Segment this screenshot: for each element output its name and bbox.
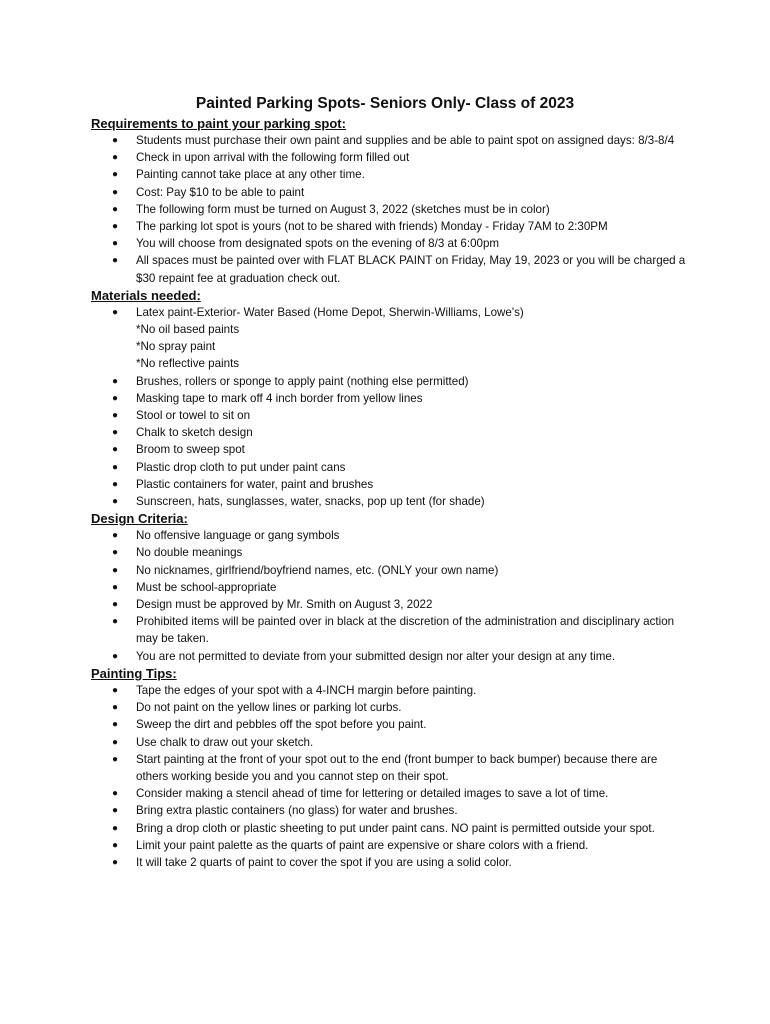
list-item-text: Do not paint on the yellow lines or parking lot curbs. [136, 701, 402, 715]
bullet-icon: ● [112, 461, 119, 473]
list-item [91, 166, 691, 183]
section-materials-needed [91, 287, 691, 510]
document-body [91, 115, 691, 871]
list-item [91, 149, 691, 166]
section-heading: Requirements to paint your parking spot: [91, 116, 346, 131]
list-item-text: It will take 2 quarts of paint to cover the spot if you are using a solid color. [136, 855, 512, 869]
bullet-icon: ● [112, 702, 119, 714]
bullet-icon: ● [112, 221, 119, 233]
list-item [91, 785, 691, 802]
list-item [91, 734, 691, 751]
list-item [91, 802, 691, 819]
list-item [91, 459, 691, 476]
list-item [91, 820, 691, 837]
bullet-icon: ● [112, 684, 119, 696]
list-item [91, 218, 691, 235]
bullet-icon: ● [112, 805, 119, 817]
section-painting-tips [91, 665, 691, 871]
list-item-text: Masking tape to mark off 4 inch border from yellow lines [136, 391, 423, 405]
bullet-icon: ● [112, 719, 119, 731]
list-item-text: Latex paint-Exterior- Water Based (Home Depot, Sherwin-Williams, Lowe's) [136, 305, 524, 319]
bullet-icon: ● [112, 375, 119, 387]
list-item-text: Students must purchase their own paint and supplies and be able to paint spot on assigned days: 8/3-8/4 [136, 134, 675, 147]
list-item [91, 201, 691, 218]
list-item-text: Use chalk to draw out your sketch. [136, 735, 314, 749]
bullet-icon: ● [112, 856, 119, 868]
bullet-list [91, 304, 691, 510]
list-item-text: Painting cannot take place at any other time. [136, 168, 365, 182]
list-item-text: You will choose from designated spots on the evening of 8/3 at 6:00pm [136, 237, 500, 251]
list-item-text: No nicknames, girlfriend/boyfriend names, etc. (ONLY your own name) [136, 563, 499, 577]
section-heading: Design Criteria: [91, 511, 188, 527]
list-item-subnote: *No spray paint [136, 340, 216, 354]
list-item [91, 716, 691, 733]
list-item-text: Bring extra plastic containers (no glass) for water and brushes. [136, 804, 458, 818]
list-item-text: Brushes, rollers or sponge to apply paint (nothing else permitted) [136, 374, 469, 388]
bullet-icon: ● [112, 444, 119, 456]
list-item [91, 184, 691, 201]
bullet-icon: ● [112, 203, 119, 215]
list-item-text: Plastic drop cloth to put under paint cans [136, 460, 346, 474]
bullet-list [91, 132, 691, 287]
list-item [91, 407, 691, 424]
section-design-criteria [91, 510, 691, 665]
list-item [91, 493, 691, 510]
bullet-icon: ● [112, 255, 119, 267]
list-item [91, 699, 691, 716]
bullet-icon: ● [112, 581, 119, 593]
list-item-text: No offensive language or gang symbols [136, 529, 340, 543]
list-item-text: Limit your paint palette as the quarts of paint are expensive or share colors with a friend. [136, 838, 589, 852]
bullet-icon: ● [112, 564, 119, 576]
bullet-icon: ● [112, 186, 119, 198]
list-item-text: You are not permitted to deviate from your submitted design nor alter your design at any time. [136, 649, 616, 663]
list-item-text: All spaces must be painted over with FLAT BLACK PAINT on Friday, May 19, 2023 or you will be charged a $30 repaint fee at graduation check out. [136, 254, 686, 285]
list-item [91, 373, 691, 390]
list-item [91, 544, 691, 561]
section-requirements-to-paint-your-parking-spot [91, 115, 691, 287]
list-item-text: Sweep the dirt and pebbles off the spot before you paint. [136, 718, 427, 732]
bullet-icon: ● [112, 306, 119, 318]
list-item [91, 648, 691, 665]
bullet-icon: ● [112, 616, 119, 628]
list-item-text: The following form must be turned on August 3, 2022 (sketches must be in color) [136, 202, 550, 216]
bullet-icon: ● [112, 427, 119, 439]
bullet-icon: ● [112, 650, 119, 662]
bullet-icon: ● [112, 599, 119, 611]
bullet-icon: ● [112, 753, 119, 765]
list-item-text: Cost: Pay $10 to be able to paint [136, 185, 305, 199]
list-item [91, 235, 691, 252]
list-item-text: Bring a drop cloth or plastic sheeting to put under paint cans. NO paint is permitted outside your spot. [136, 821, 655, 835]
list-item-text: No double meanings [136, 546, 243, 560]
bullet-icon: ● [112, 135, 119, 146]
list-item-text: Consider making a stencil ahead of time for lettering or detailed images to save a lot of time. [136, 787, 609, 801]
bullet-icon: ● [112, 736, 119, 748]
list-item [91, 424, 691, 441]
list-item [91, 476, 691, 493]
list-item-text: Chalk to sketch design [136, 426, 253, 440]
list-item [91, 613, 691, 647]
list-item-text: Must be school-appropriate [136, 580, 277, 594]
list-item-text: Plastic containers for water, paint and brushes [136, 477, 374, 491]
bullet-icon: ● [112, 547, 119, 559]
list-item-subnote: *No oil based paints [136, 323, 240, 337]
list-item-text: Start painting at the front of your spot out to the end (front bumper to back bumper) because there are others working beside you and you cannot step on their spot. [136, 752, 658, 783]
bullet-icon: ● [112, 238, 119, 250]
list-item [91, 682, 691, 699]
bullet-icon: ● [112, 410, 119, 422]
bullet-icon: ● [112, 788, 119, 800]
bullet-icon: ● [112, 478, 119, 490]
list-item [91, 304, 691, 373]
list-item [91, 527, 691, 544]
bullet-list [91, 682, 691, 871]
bullet-icon: ● [112, 822, 119, 834]
list-item [91, 252, 691, 286]
bullet-icon: ● [112, 839, 119, 851]
list-item [91, 751, 691, 785]
bullet-list [91, 527, 691, 665]
list-item-text: Prohibited items will be painted over in black at the discretion of the administration and disciplinary action may be taken. [136, 615, 675, 646]
list-item-text: Sunscreen, hats, sunglasses, water, snacks, pop up tent (for shade) [136, 495, 485, 509]
list-item-text: Broom to sweep spot [136, 443, 245, 457]
bullet-icon: ● [112, 392, 119, 404]
list-item-text: The parking lot spot is yours (not to be shared with friends) Monday - Friday 7AM to 2:30PM [136, 220, 608, 234]
list-item-subnote: *No reflective paints [136, 357, 240, 371]
list-item [91, 579, 691, 596]
bullet-icon: ● [112, 169, 119, 181]
list-item [91, 562, 691, 579]
list-item-text: Stool or towel to sit on [136, 409, 251, 423]
list-item-text: Design must be approved by Mr. Smith on August 3, 2022 [136, 598, 433, 612]
bullet-icon: ● [112, 530, 119, 542]
document-title: Painted Parking Spots- Seniors Only- Class of 2023 [195, 95, 575, 112]
bullet-icon: ● [112, 152, 119, 164]
list-item [91, 390, 691, 407]
bullet-icon: ● [112, 496, 119, 508]
list-item-text: Tape the edges of your spot with a 4-INCH margin before painting. [136, 683, 477, 697]
list-item [91, 441, 691, 458]
list-item [91, 837, 691, 854]
section-heading: Materials needed: [91, 287, 201, 303]
section-heading: Painting Tips: [91, 665, 177, 681]
list-item [91, 132, 691, 149]
list-item-text: Check in upon arrival with the following form filled out [136, 151, 410, 165]
list-item [91, 854, 691, 871]
list-item [91, 596, 691, 613]
